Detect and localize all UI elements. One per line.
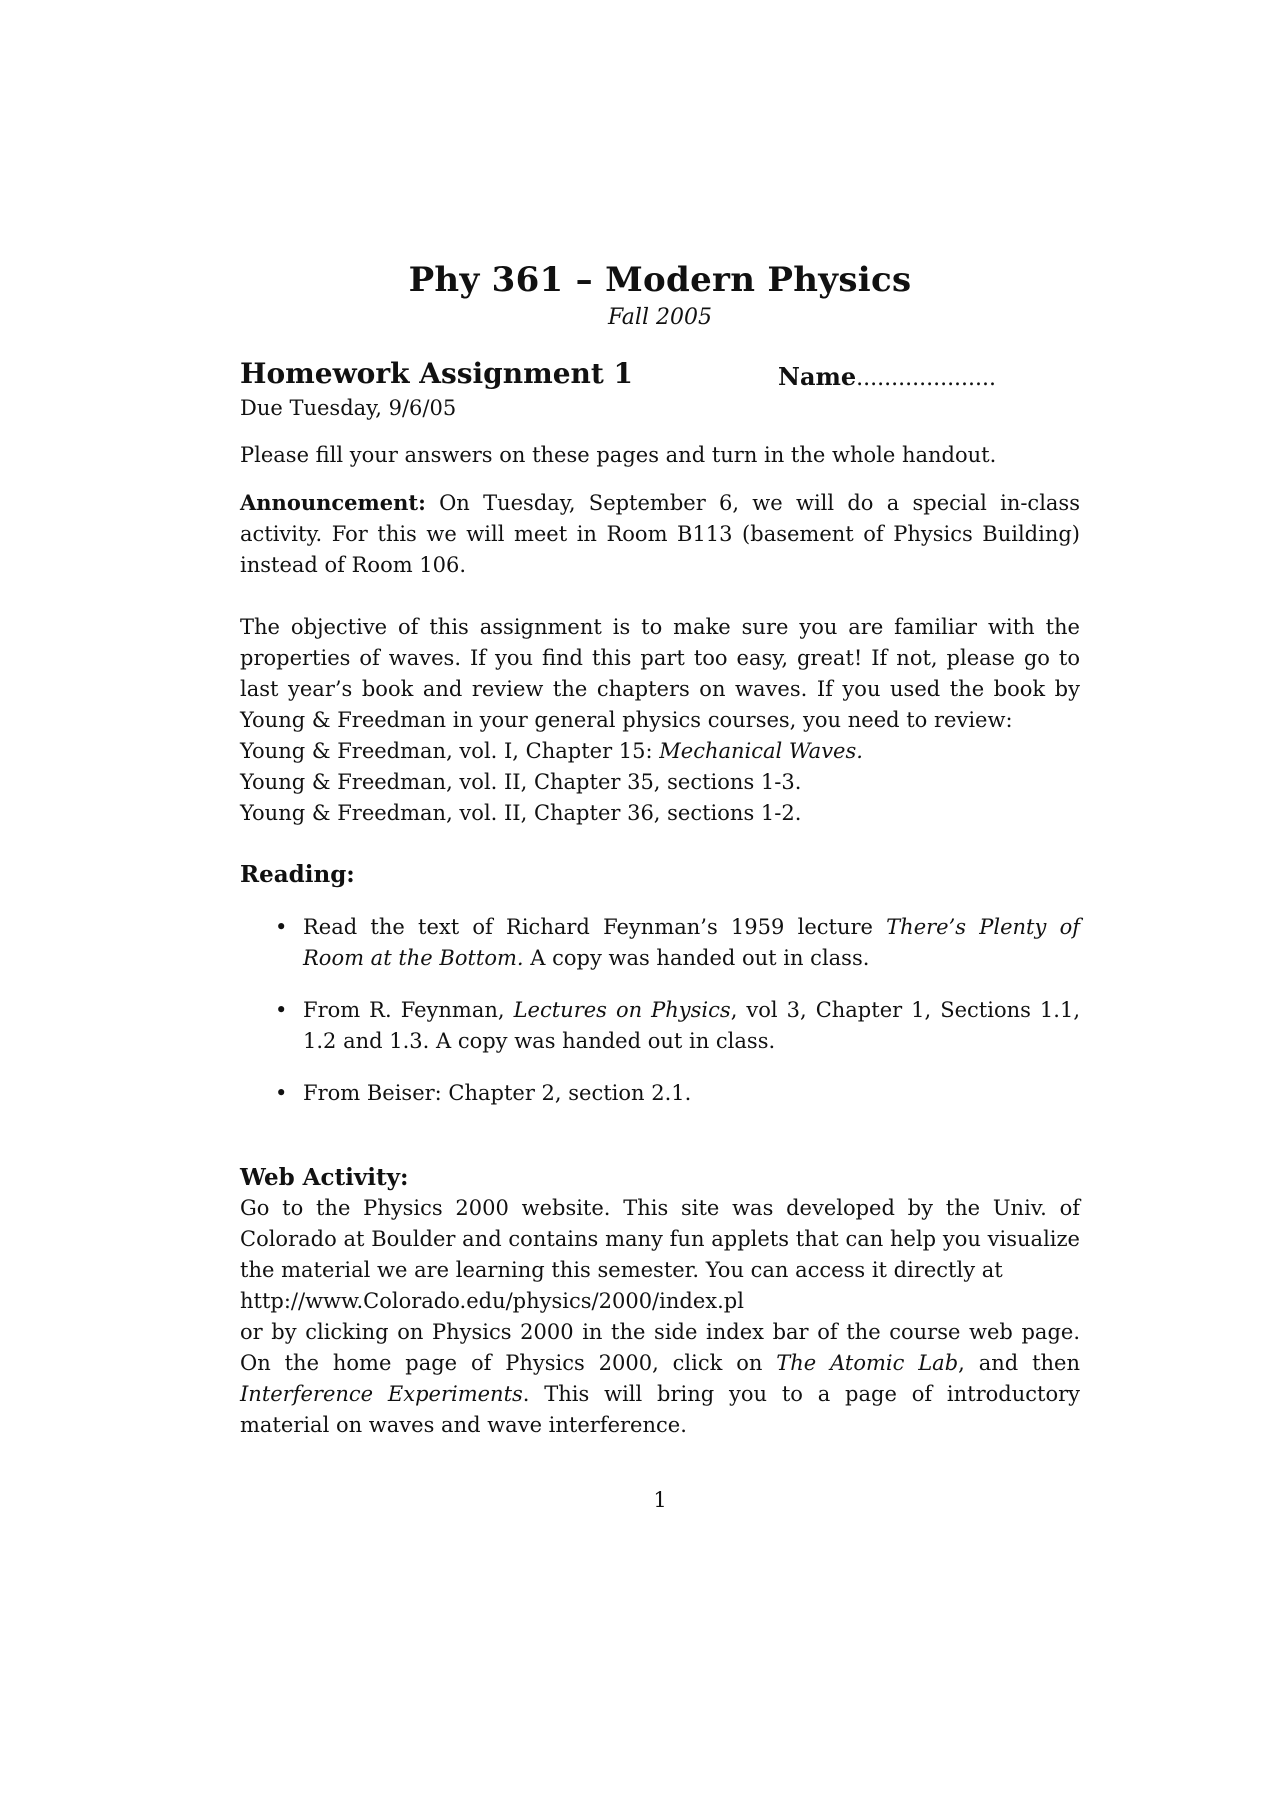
announcement [240, 487, 1080, 581]
due-date: Due Tuesday, 9/6/05 [240, 396, 457, 420]
bullet-icon: • [275, 915, 288, 939]
reading-item-3: • From Beiser: Chapter 2, section 2.1. [275, 1078, 1080, 1109]
term: Fall 2005 [608, 305, 712, 330]
review-line-3: Young & Freedman, vol. II, Chapter 36, sections 1-2. [240, 801, 802, 825]
objective-text: The objective of this assignment is to make sure you are familiar with the properties of waves. If you find this part too easy, great! If not, please go to last year’s book and review the chapters on waves. If you used the book by Young & Freedman in your general physics courses, you need to review: [240, 615, 1080, 732]
reading-item-2: • From R. Feynman, Lectures on Physics, vol 3, Chapter 1, Sections 1.1, 1.2 and 1.3. A copy was handed out in class. [275, 995, 1080, 1057]
name-dots: .................... [856, 366, 997, 391]
review-line-2: Young & Freedman, vol. II, Chapter 35, sections 1-3. [240, 770, 802, 794]
web-activity-heading: Web Activity: [240, 1164, 409, 1191]
instructions: Please fill your answers on these pages and turn in the whole handout. [240, 443, 997, 467]
web-activity-paragraph: Go to the Physics 2000 website. This site was developed by the Univ. of Colorado at Boulder and contains many fun applets that can help you visualize the material we are learning this semester. You can access it directly at http://www.Colorado.edu/physics/2000/index.pl or by clicking on Physics 2000 in the side index bar of the course web page. On the home page of Physics 2000, click on The Atomic Lab, and then Interference Experiments. This will bring you to a page of introductory material on waves and wave interference. [240, 1196, 1080, 1437]
course-title: Phy 361 – Modern Physics [408, 260, 912, 300]
name-label: Name [778, 362, 857, 391]
bullet-icon: • [275, 1081, 288, 1105]
announcement-text: On Tuesday, September 6, we will do a special in-class activity. For this we will meet in Room B113 (basement of Physics Building) instead of Room 106. [240, 491, 1080, 577]
atomic-lab-link-text: The Atomic Lab [776, 1351, 959, 1375]
assignment-title: Homework Assignment 1 [240, 357, 634, 390]
web-activity-text-1: Go to the Physics 2000 website. This site was developed by the Univ. of Colorado at Boulder and contains many fun applets that can help you visualize the material we are learning this semester. You can access it directly at [240, 1196, 1080, 1282]
reading-item-1: • Read the text of Richard Feynman’s 1959 lecture There’s Plenty of Room at the Bottom. A copy was handed out in class. [275, 912, 1080, 974]
review-1-title: Mechanical Waves. [659, 739, 863, 763]
reading-heading: Reading: [240, 861, 355, 888]
reading-list [275, 912, 1080, 1130]
objective-paragraph [240, 612, 1080, 829]
announcement-label: Announcement: [240, 490, 426, 515]
name-field [778, 362, 996, 391]
interference-link-text: Interference Experiments [240, 1382, 523, 1406]
physics-2000-url[interactable]: http://www.Colorado.edu/physics/2000/index.pl [240, 1289, 744, 1313]
review-line-1: Young & Freedman, vol. I, Chapter 15: Mechanical Waves. [240, 739, 863, 763]
page-number: 1 [653, 1488, 667, 1512]
bullet-icon: • [275, 998, 288, 1022]
